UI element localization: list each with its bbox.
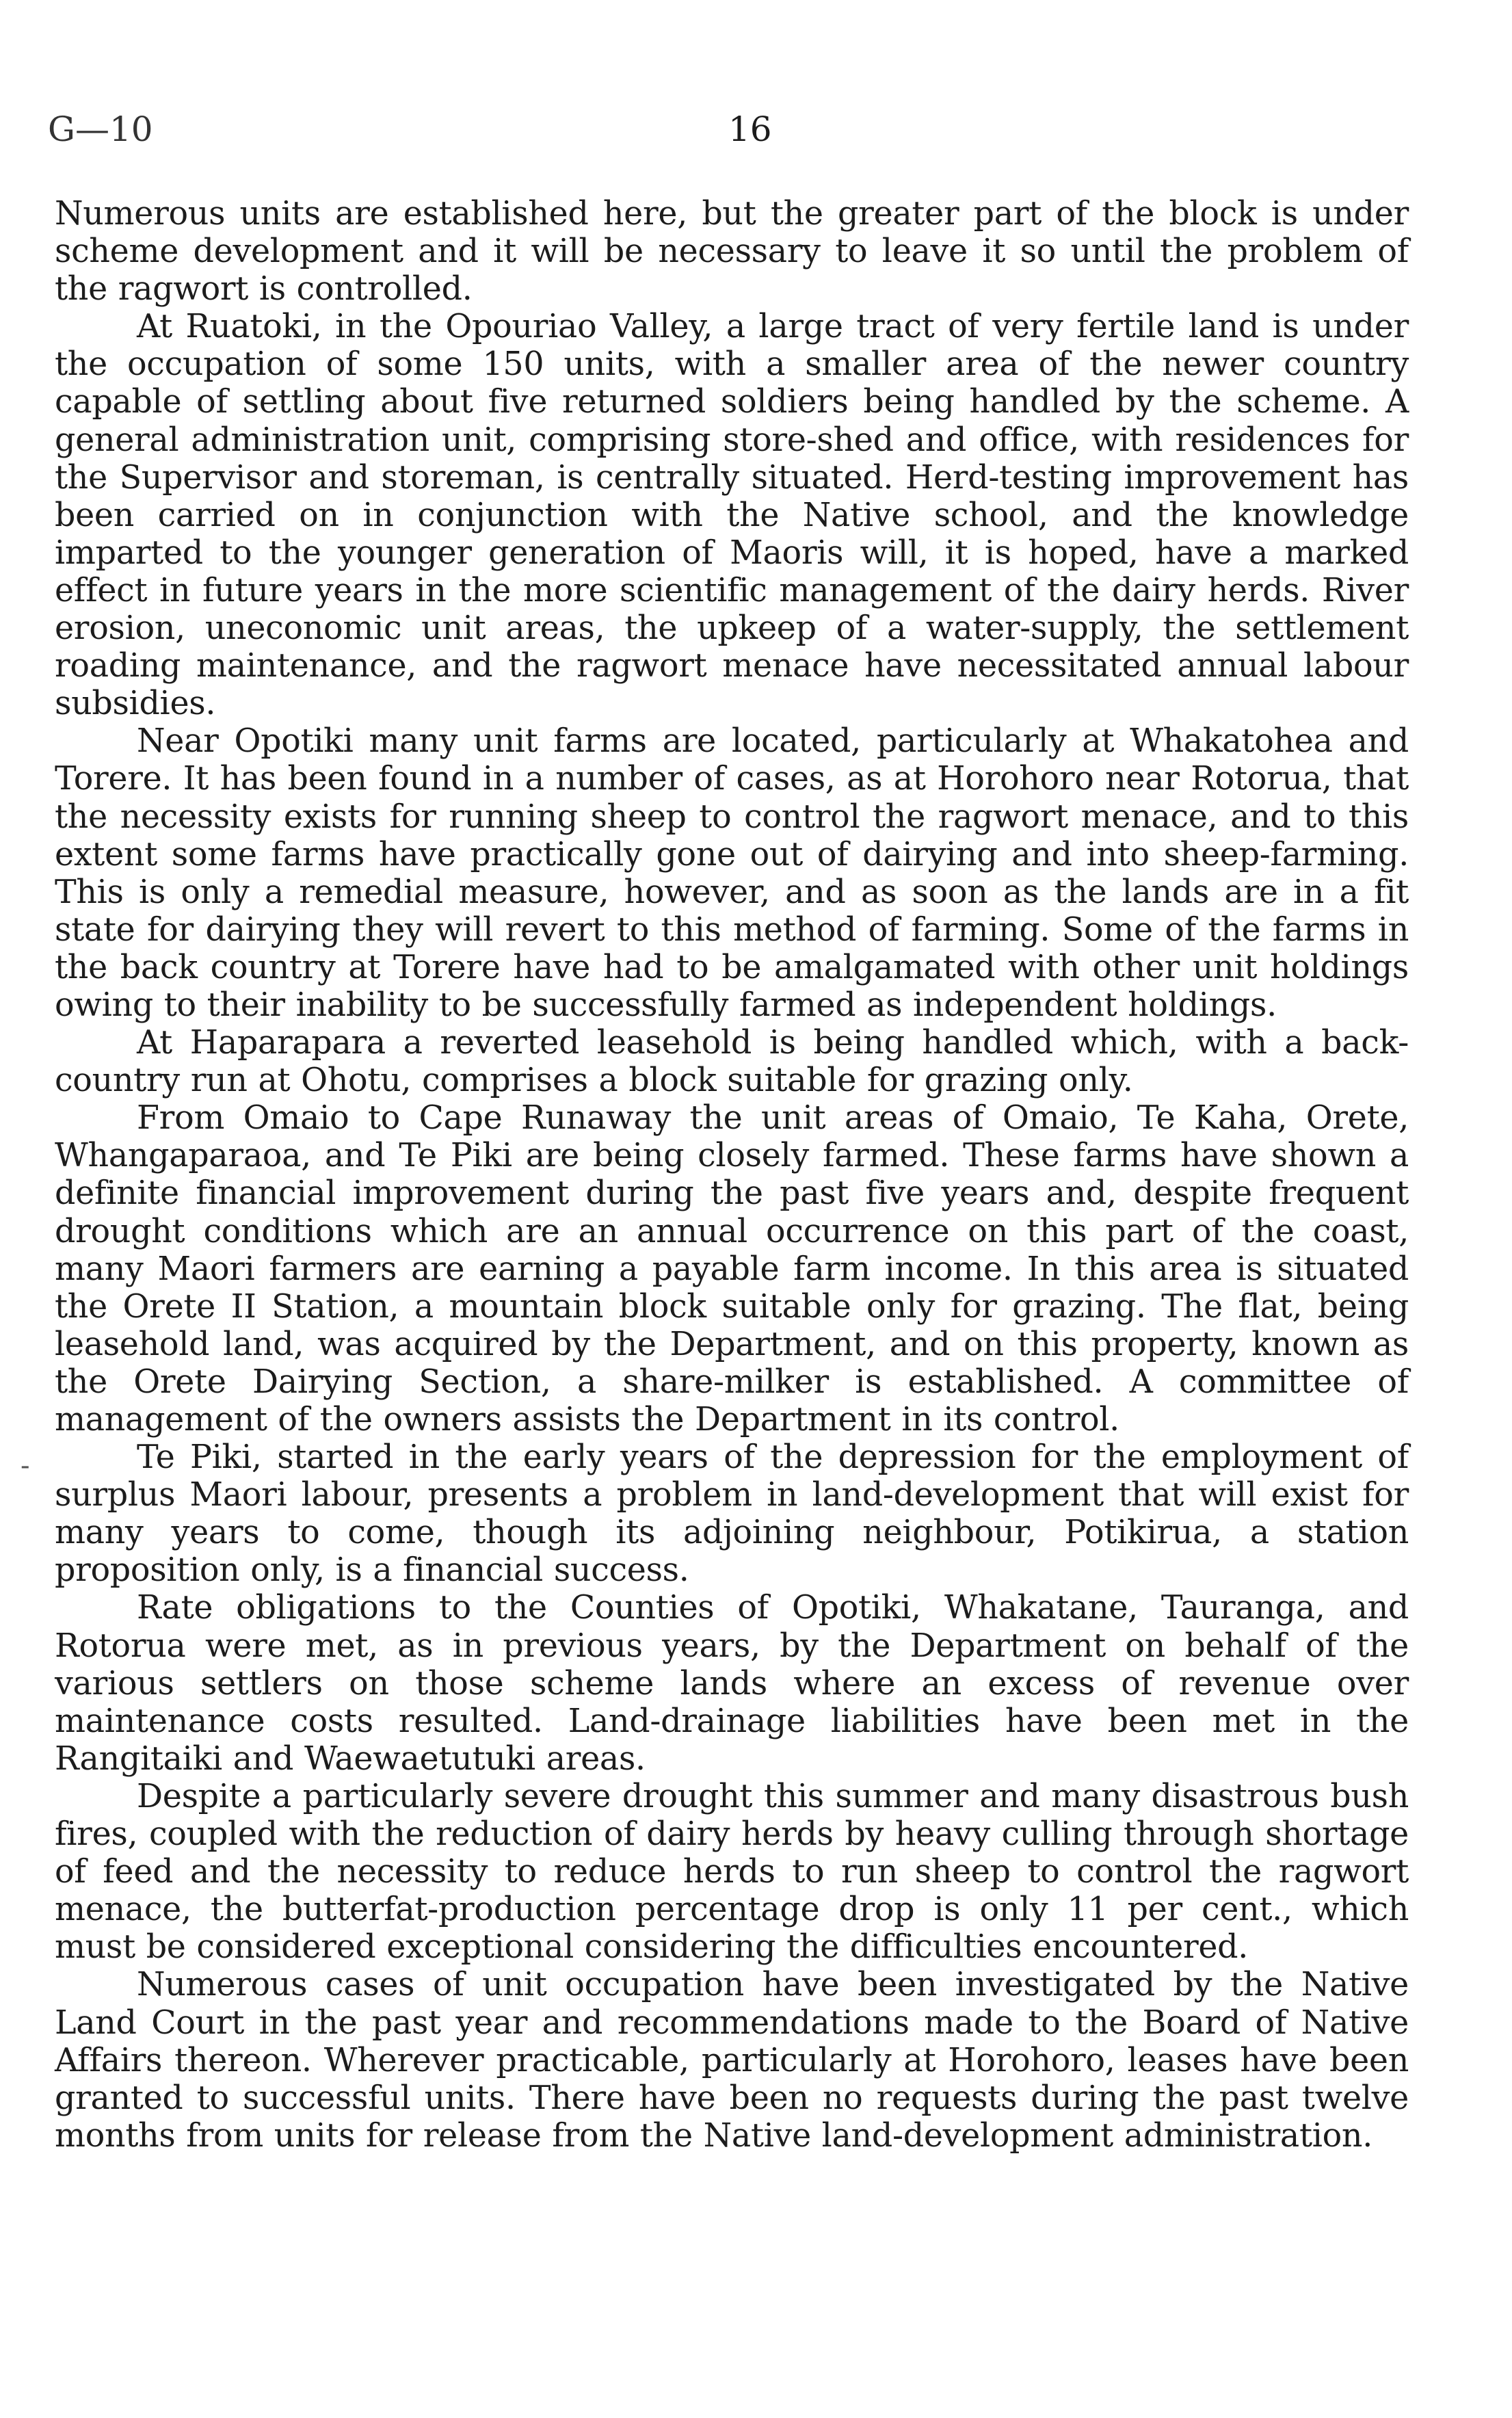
page-number: 16: [728, 109, 772, 149]
paragraph-3: Near Opotiki many unit farms are located, particularly at Whakatohea and Torere. It has been found in a number of cases, as at Horohoro near Rotorua, that the necessity exists for running sheep to control the ragwort menace, and to this extent some farms have practically gone out of dairying and into sheep-farming. This is only a remedial measure, however, and as soon as the lands are in a fit state for dairying they will revert to this method of farming. Some of the farms in the back country at Torere have had to be amalgamated with other unit holdings owing to their inability to be successfully farmed as independent holdings.: [55, 722, 1409, 1024]
paragraph-7: Rate obligations to the Counties of Opotiki, Whakatane, Tauranga, and Rotorua were met, as in previous years, by the Department on behalf of the various settlers on those scheme lands where an excess of revenue over maintenance costs resulted. Land-drainage liabilities have been met in the Rangitaiki and Waewaetutuki areas.: [55, 1589, 1409, 1778]
paragraph-1: Numerous units are established here, but the greater part of the block is under scheme development and it will be necessary to leave it so until the problem of the ragwort is controlled.: [55, 195, 1409, 308]
running-head: [0, 103, 1512, 157]
paragraph-2: At Ruatoki, in the Opouriao Valley, a large tract of very fertile land is under the occupation of some 150 units, with a smaller area of the newer country capable of settling about five returned soldiers being handled by the scheme. A general administration unit, comprising store-shed and office, with residences for the Supervisor and storeman, is centrally situated. Herd-testing improvement has been carried on in conjunction with the Native school, and the knowledge imparted to the younger generation of Maoris will, it is hoped, have a marked effect in future years in the more scientific management of the dairy herds. River erosion, uneconomic unit areas, the upkeep of a water-supply, the settlement roading maintenance, and the ragwort menace have necessitated annual labour subsidies.: [55, 308, 1409, 723]
paragraph-8: Despite a particularly severe drought this summer and many disastrous bush fires, coupled with the reduction of dairy herds by heavy culling through shortage of feed and the necessity to reduce herds to run sheep to control the ragwort menace, the butterfat-production percentage drop is only 11 per cent., which must be considered exceptional considering the difficulties encountered.: [55, 1777, 1409, 1967]
paragraph-9: Numerous cases of unit occupation have been investigated by the Native Land Court in the past year and recommendations made to the Board of Native Affairs thereon. Wherever practicable, particularly at Horohoro, leases have been granted to successful units. There have been no requests during the past twelve months from units for release from the Native land-development administration.: [55, 1966, 1409, 2155]
paragraph-5: From Omaio to Cape Runaway the unit areas of Omaio, Te Kaha, Orete, Whangaparaoa, and Te Piki are being closely farmed. These farms have shown a definite financial improvement during the past five years and, despite frequent drought conditions which are an annual occurrence on this part of the coast, many Maori farmers are earning a payable farm income. In this area is situated the Orete II Station, a mountain block suitable only for grazing. The flat, being leasehold land, was acquired by the Department, and on this property, known as the Orete Dairying Section, a share-milker is established. A committee of management of the owners assists the Department in its control.: [55, 1099, 1409, 1438]
paragraph-6: Te Piki, started in the early years of the depression for the employment of surplus Maori labour, presents a problem in land-development that will exist for many years to come, though its adjoining neighbour, Potikirua, a station proposition only, is a financial success.: [55, 1438, 1409, 1590]
body-text: [55, 195, 1409, 2155]
paragraph-4: At Haparapara a reverted leasehold is being handled which, with a back-country run at Ohotu, comprises a block suitable for grazing only.: [55, 1024, 1409, 1100]
margin-mark: -: [21, 1450, 30, 1482]
page-reference: G—10: [48, 109, 153, 149]
